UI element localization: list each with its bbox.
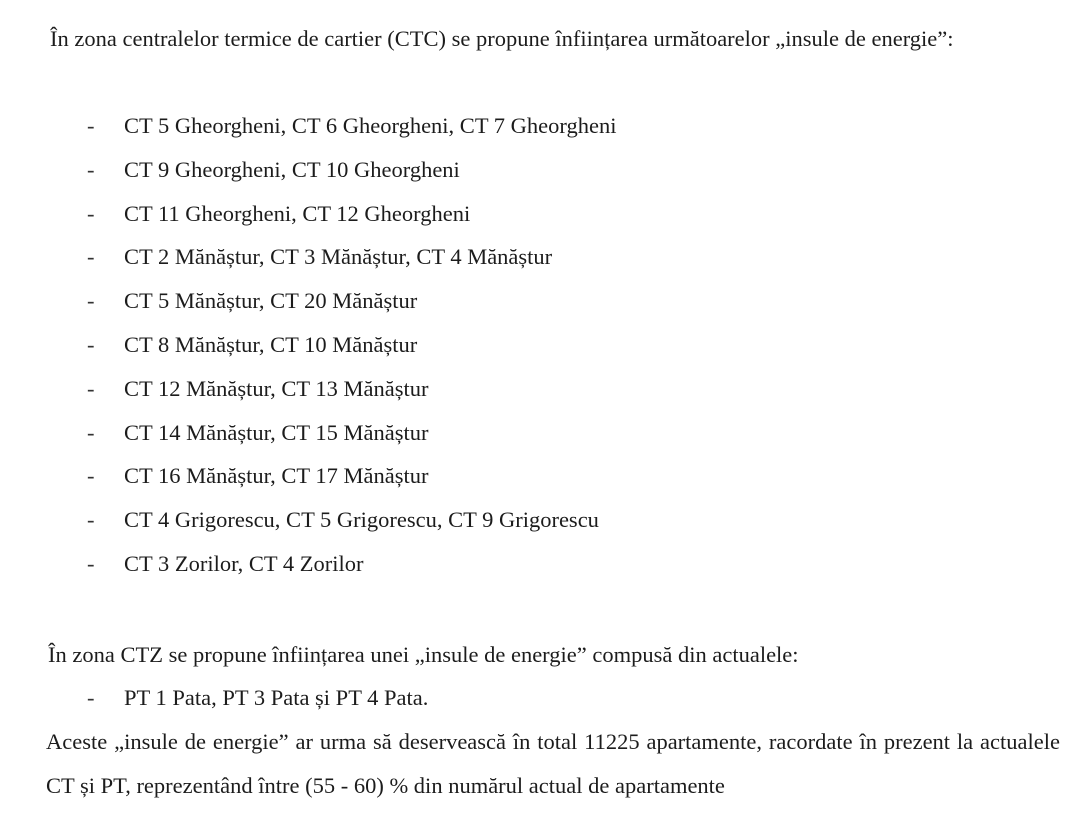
summary-paragraph: Aceste „insule de energie” ar urma să deservească în total 11225 apartamente, racordate în prezent la actualele CT și PT, reprezentând între (55 - 60) % din numărul actual de apartamente: [46, 729, 1060, 798]
list-item-text: CT 14 Mănăștur, CT 15 Mănăștur: [124, 419, 429, 445]
list-item: [87, 676, 428, 720]
intro-paragraph: În zona centralelor termice de cartier (CTC) se propune înființarea următoarelor „insule de energie”:: [50, 26, 954, 51]
list-item: [87, 411, 616, 455]
list-dash: -: [87, 419, 95, 445]
list-item: [87, 498, 616, 542]
list-dash: -: [87, 288, 95, 314]
list-item-text: CT 16 Mănăștur, CT 17 Mănăștur: [124, 463, 429, 489]
list-dash: -: [87, 244, 95, 270]
ctz-island-list: [87, 676, 428, 720]
list-item: [87, 454, 616, 498]
list-item-text: CT 5 Gheorgheni, CT 6 Gheorgheni, CT 7 Gheorgheni: [124, 113, 617, 138]
list-item: [87, 235, 616, 279]
list-item: [87, 279, 616, 323]
list-item-text: CT 11 Gheorgheni, CT 12 Gheorgheni: [124, 200, 471, 226]
list-dash: -: [87, 375, 95, 401]
list-dash: -: [87, 463, 95, 489]
list-dash: -: [87, 685, 95, 710]
list-item-text: CT 12 Mănăștur, CT 13 Mănăștur: [124, 375, 429, 401]
list-dash: -: [87, 331, 95, 357]
list-item-text: PT 1 Pata, PT 3 Pata și PT 4 Pata.: [124, 685, 429, 710]
list-dash: -: [87, 550, 95, 576]
list-item: [87, 323, 616, 367]
list-item-text: CT 9 Gheorgheni, CT 10 Gheorgheni: [124, 156, 460, 182]
list-item-text: CT 4 Grigorescu, CT 5 Grigorescu, CT 9 Grigorescu: [124, 507, 599, 533]
list-dash: -: [87, 507, 95, 533]
list-item: [87, 192, 616, 236]
list-item: [87, 104, 616, 148]
ctz-paragraph: În zona CTZ se propune înființarea unei „insule de energie” compusă din actualele:: [48, 642, 799, 667]
list-dash: -: [87, 200, 95, 226]
list-item-text: CT 2 Mănăștur, CT 3 Mănăștur, CT 4 Mănăștur: [124, 244, 553, 270]
list-item: [87, 367, 616, 411]
list-item: [87, 148, 616, 192]
list-dash: -: [87, 156, 95, 182]
ctc-island-list: [87, 104, 616, 586]
list-item-text: CT 8 Mănăștur, CT 10 Mănăștur: [124, 331, 418, 357]
list-item: [87, 542, 616, 586]
list-dash: -: [87, 113, 95, 138]
list-item-text: CT 3 Zorilor, CT 4 Zorilor: [124, 550, 364, 576]
list-item-text: CT 5 Mănăștur, CT 20 Mănăștur: [124, 288, 418, 314]
